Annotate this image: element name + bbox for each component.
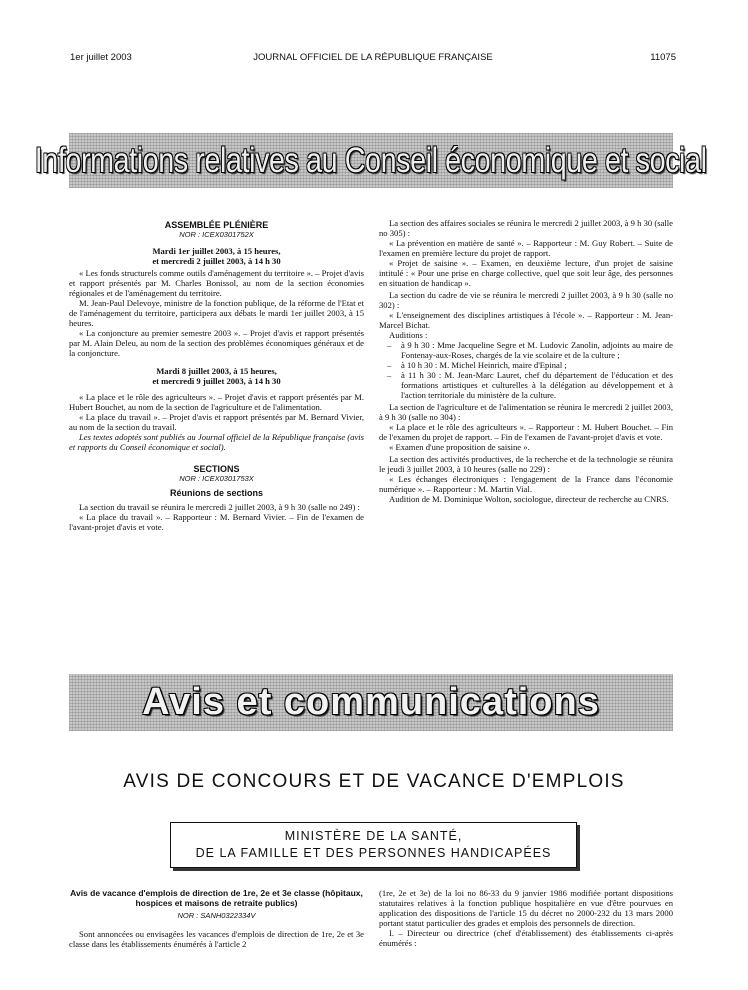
session-date: et mercredi 2 juillet 2003, à 14 h 30 — [152, 256, 281, 266]
left-column — [69, 214, 364, 532]
list-item: – à 10 h 30 : M. Michel Heinrich, maire d'Epinal ; — [387, 360, 567, 370]
paragraph: La section du travail se réunira le mercredi 2 juillet 2003, à 9 h 30 (salle no 249) : — [79, 502, 360, 512]
section-heading-assemblee: ASSEMBLÉE PLÉNIÈRE — [164, 220, 269, 230]
right-column — [379, 218, 673, 504]
bottom-right-column — [379, 888, 673, 948]
paragraph: « Projet de saisine ». – Examen, en deuxième lecture, d'un projet de saisine intitulé : « Pour une prise en charge collective, quel que soit leur âge, des personnes en situation de handicap ». — [379, 258, 673, 288]
paragraph: « La prévention en matière de santé ». – Rapporteur : M. Guy Robert. – Suite de l'examen en première lecture du projet de rapport. — [379, 238, 673, 258]
ministry-line: DE LA FAMILLE ET DES PERSONNES HANDICAPÉES — [195, 846, 552, 860]
paragraph: La section des activités productives, de la recherche et de la technologie se réunira le jeudi 3 juillet 2003, à 10 heures (salle no 229) : — [379, 454, 673, 474]
paragraph: La section des affaires sociales se réunira le mercredi 2 juillet 2003, à 9 h 30 (salle no 305) : — [379, 218, 673, 238]
list-item: – à 11 h 30 : M. Jean-Marc Lauret, chef du département de l'éducation et des formations artistiques et culturelles à la délégation au développement et à l'action territoriale du ministère de la culture. — [387, 370, 673, 400]
paragraph: La section de l'agriculture et de l'alimentation se réunira le mercredi 2 juillet 2003, à 9 h 30 (salle no 304) : — [379, 402, 673, 422]
header-journal-title: JOURNAL OFFICIEL DE LA RÉPUBLIQUE FRANÇAISE — [253, 52, 493, 63]
paragraph: Auditions : — [389, 330, 428, 340]
session-date: et mercredi 9 juillet 2003, à 14 h 30 — [152, 376, 281, 386]
bottom-left-column — [69, 888, 364, 949]
header-page-number: 11075 — [650, 52, 676, 63]
banner-avis-communications — [69, 674, 673, 731]
header-date: 1er juillet 2003 — [70, 52, 132, 63]
paragraph: Sont annoncées ou envisagées les vacances d'emplois de direction de 1re, 2e et 3e classe dans les établissements énumérés à l'article 2 — [69, 929, 364, 949]
session-date: Mardi 1er juillet 2003, à 15 heures, — [152, 246, 281, 256]
paragraph: « Les échanges électroniques : l'engagement de la France dans l'économie numérique ». – Rapporteur : M. Martin Vial. — [379, 474, 673, 494]
paragraph: « La place et le rôle des agriculteurs ». – Projet d'avis et rapport présentés par M. Hubert Bouchet, au nom de la section de l'agriculture et de l'alimentation. — [69, 392, 364, 412]
notice-heading: Avis de vacance d'emplois de direction de 1re, 2e et 3e classe (hôpitaux, hospices et maisons de retraite publics) — [70, 888, 363, 908]
list-item: – à 9 h 30 : Mme Jacqueline Segre et M. Ludovic Zanolin, adjoints au maire de Fontenay-aux-Roses, chargés de la vie scolaire et de la culture ; — [387, 340, 673, 360]
banner-conseil-economique — [35, 133, 707, 188]
paragraph: « La conjoncture au premier semestre 2003 ». – Projet d'avis et rapport présentés par M. Alain Deleu, au nom de la section des problèmes économiques généraux et de la conjoncture. — [69, 328, 364, 358]
ministry-line: MINISTÈRE DE LA SANTÉ, — [284, 829, 463, 843]
paragraph: Audition de M. Dominique Wolton, sociologue, directeur de recherche au CNRS. — [389, 494, 669, 504]
section-heading-sections: SECTIONS — [193, 464, 240, 474]
paragraph: (1re, 2e et 3e) de la loi no 86-33 du 9 janvier 1986 modifiée portant dispositions statutaires relatives à la fonction publique hospitalière en vue d'être pourvues en application des dispositions de l'article 15 du décret no 2000-232 du 13 mars 2000 portant statut particulier des grades et emplois des personnels de direction. — [379, 888, 673, 928]
banner-title: Informations relatives au Conseil économique et social — [35, 140, 707, 180]
paragraph: « L'enseignement des disciplines artistiques à l'école ». – Rapporteur : M. Jean-Marcel Bichat. — [379, 310, 673, 330]
paragraph: I. – Directeur ou directrice (chef d'établissement) des établissements ci-après énumérés : — [379, 928, 673, 948]
paragraph: La section du cadre de vie se réunira le mercredi 2 juillet 2003, à 9 h 30 (salle no 302) : — [379, 290, 673, 310]
paragraph: M. Jean-Paul Delevoye, ministre de la fonction publique, de la réforme de l'Etat et de l'aménagement du territoire, participera aux débats le mardi 1er juillet 2003, à 15 heures. — [69, 298, 364, 328]
section-title-avis-concours: AVIS DE CONCOURS ET DE VACANCE D'EMPLOIS — [123, 771, 625, 792]
nor-reference: NOR : ICEX0301752X — [179, 230, 254, 239]
page-header — [70, 52, 676, 66]
subheading-reunions: Réunions de sections — [169, 488, 264, 498]
auditions-list — [379, 340, 673, 400]
paragraph: « La place du travail ». – Rapporteur : M. Bernard Vivier. – Fin de l'examen de l'avant-projet d'avis et vote. — [69, 512, 364, 532]
paragraph: « La place et le rôle des agriculteurs ». – Rapporteur : M. Hubert Bouchet. – Fin de l'examen du projet de rapport. – Fin de l'examen de l'avant-projet d'avis et vote. — [379, 422, 673, 442]
session-date: Mardi 8 juillet 2003, à 15 heures, — [156, 366, 277, 376]
paragraph: « Les fonds structurels comme outils d'aménagement du territoire ». – Projet d'avis et rapport présentés par M. Charles Bonissol, au nom de la section économies régionales et de l'aménagement du territoire. — [69, 268, 364, 298]
nor-reference: NOR : ICEX0301753X — [179, 474, 254, 483]
nor-reference: NOR : SANH0322334V — [177, 911, 256, 920]
paragraph-note: Les textes adoptés sont publiés au Journal officiel de la République française (avis et rapports du Conseil économique et social). — [69, 432, 364, 452]
paragraph: « La place du travail ». – Projet d'avis et rapport présentés par M. Bernard Vivier, au nom de la section du travail. — [69, 412, 364, 432]
paragraph: « Examen d'une proposition de saisine ». — [389, 442, 530, 452]
ministry-box — [170, 822, 577, 868]
banner-title: Avis et communications — [142, 681, 600, 723]
